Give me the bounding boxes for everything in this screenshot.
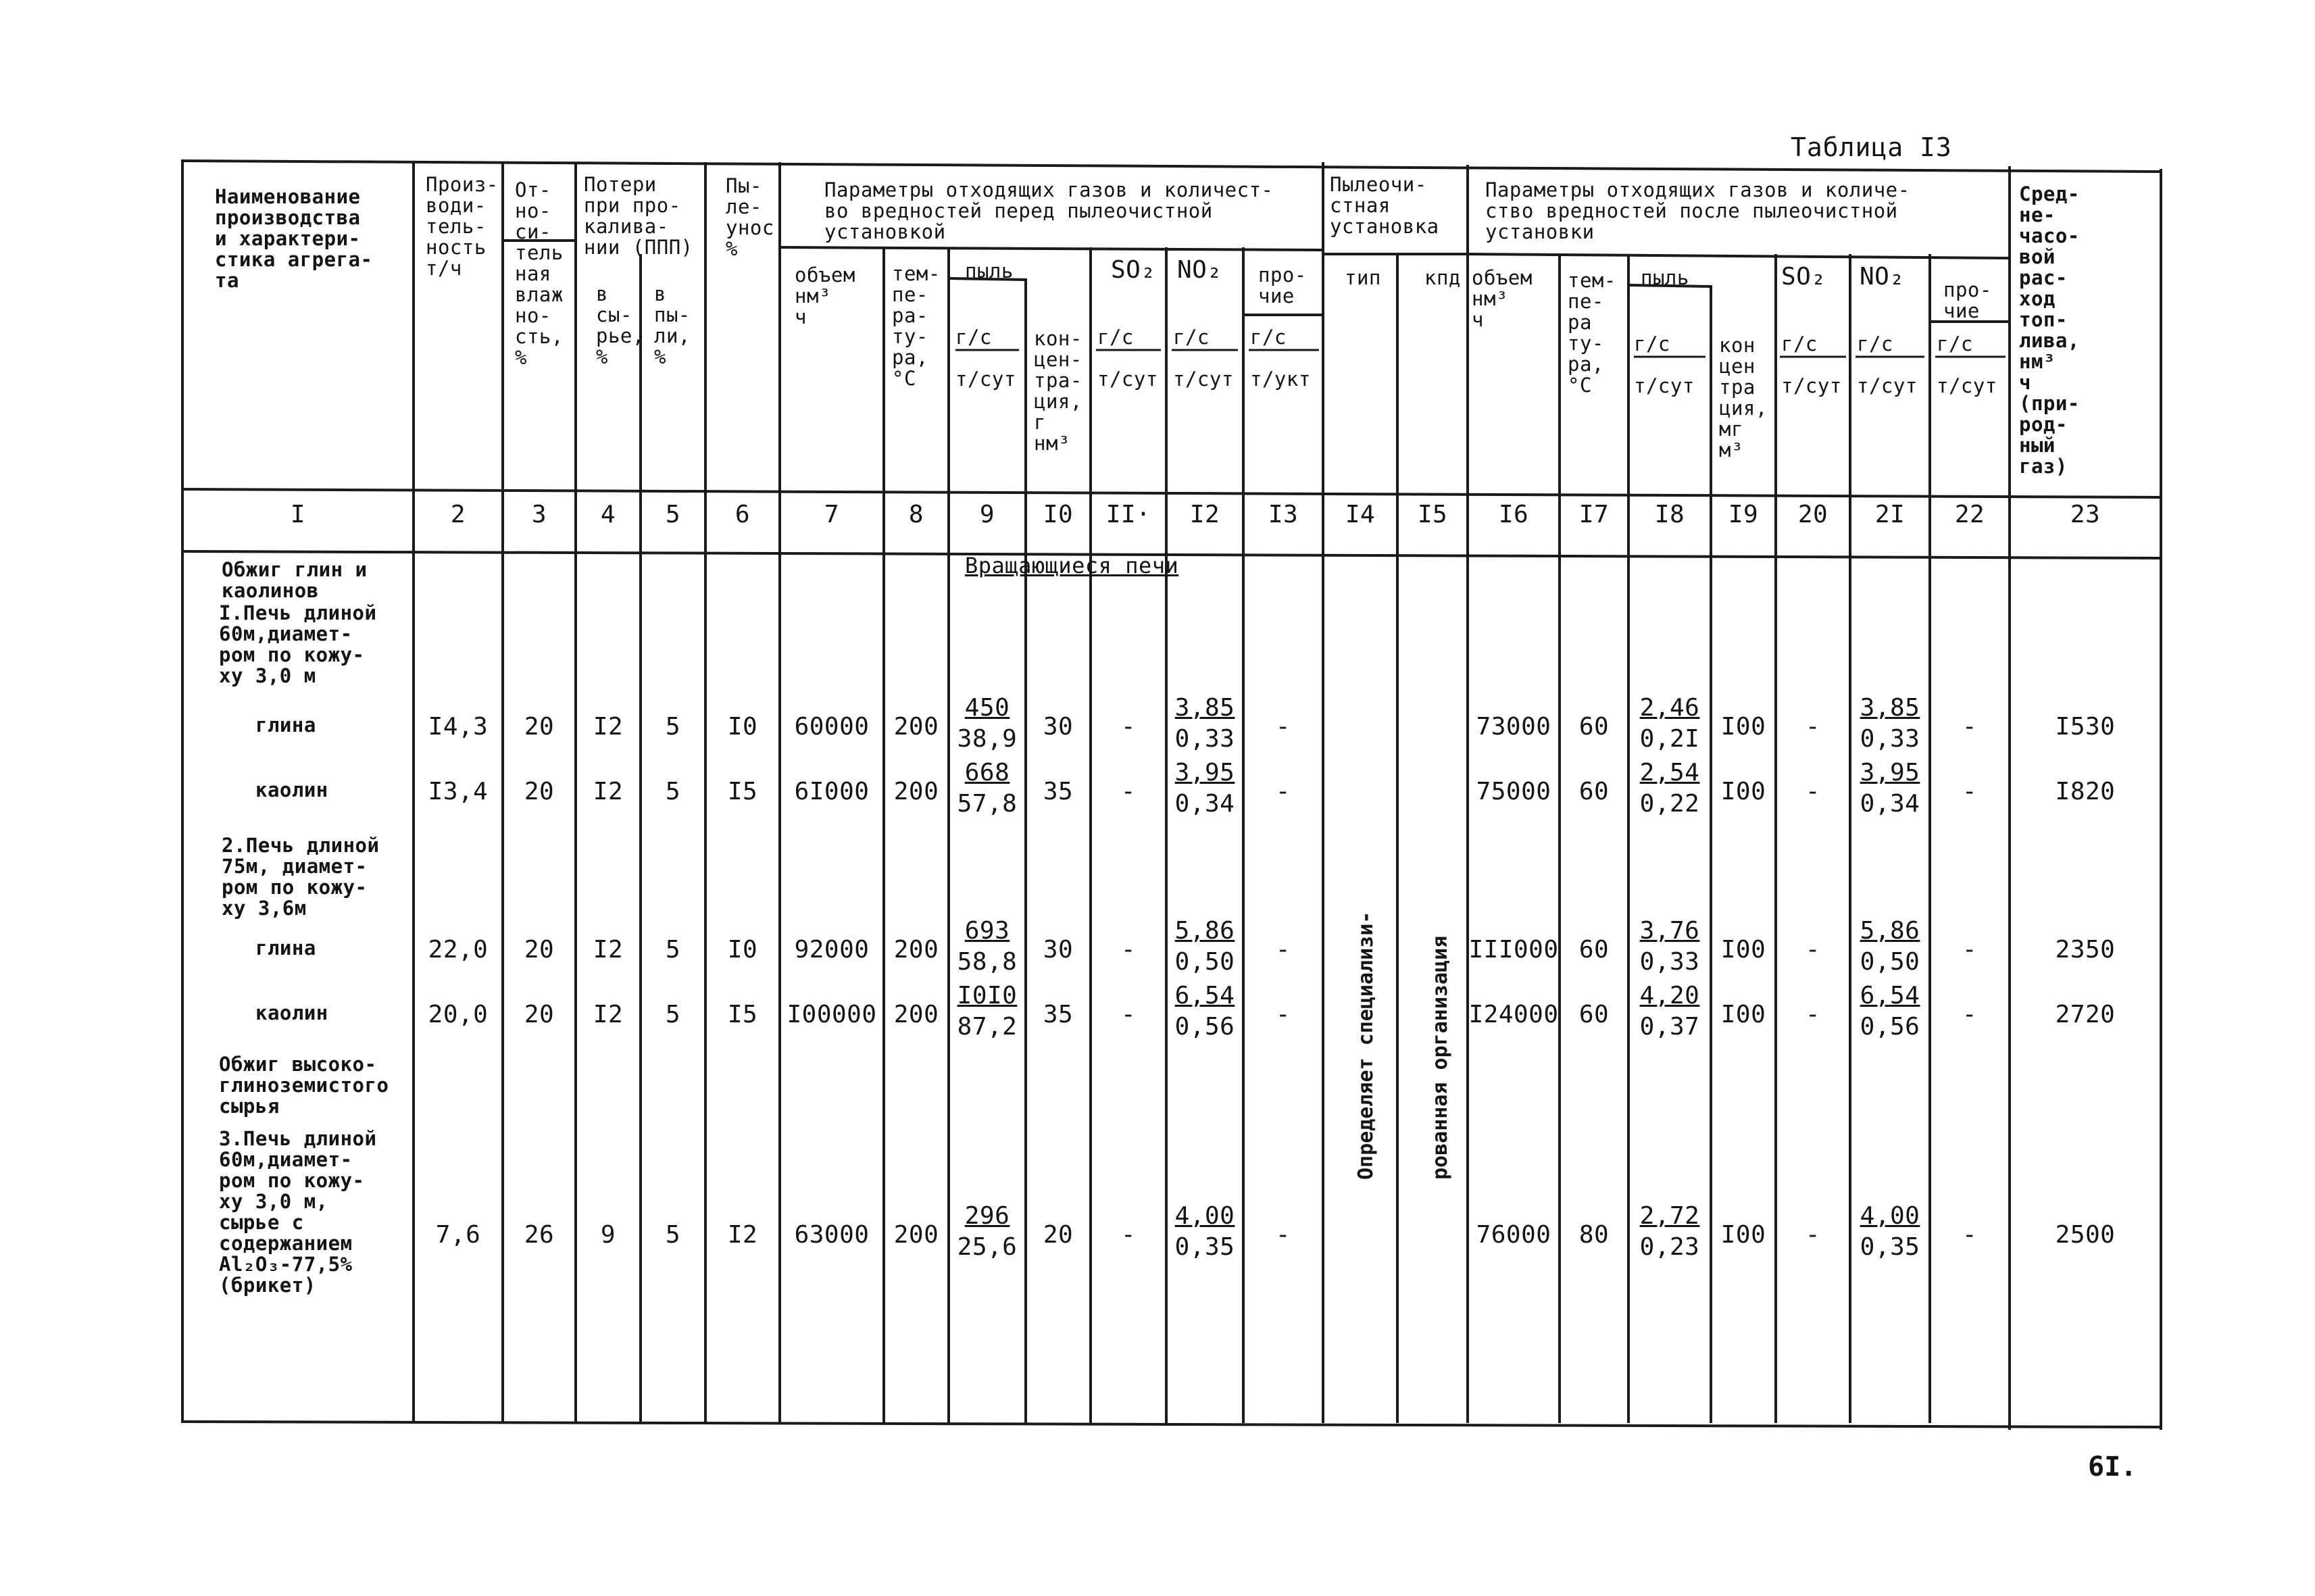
cell-c21a-numerator: 3,95: [1860, 759, 1920, 787]
cell-c10: 30: [1043, 936, 1074, 964]
cell-c16: 75000: [1476, 778, 1551, 805]
column-number: I8: [1654, 501, 1685, 528]
header-other-gs-after: г/с т/сут: [1937, 332, 1997, 397]
cell-c18b-denominator: 0,22: [1639, 790, 1700, 818]
cell-c18a-numerator: 2,72: [1639, 1202, 1700, 1230]
cell-c4: I2: [593, 1001, 624, 1028]
cell-c17: 60: [1578, 778, 1610, 805]
header-so2-gs-before: г/с т/сут: [1097, 326, 1158, 391]
column-number: I3: [1268, 501, 1299, 528]
cell-c13: -: [1275, 713, 1291, 741]
header-other-after: про- чие: [1943, 278, 1992, 322]
cell-c10: 20: [1043, 1221, 1074, 1249]
cell-c2: I4,3: [428, 713, 489, 741]
page-number: 6I.: [2088, 1451, 2137, 1482]
cell-c9b-denominator: 25,6: [957, 1233, 1018, 1261]
row-material: глина: [255, 714, 316, 737]
column-number: 22: [1954, 501, 1985, 528]
emissions-table: [181, 159, 2162, 1430]
column-number: I5: [1417, 501, 1448, 528]
cell-c5: 5: [665, 1001, 681, 1028]
cell-c5: 5: [665, 936, 681, 964]
cell-c2: I3,4: [428, 778, 489, 805]
cell-c9a-numerator: 668: [964, 759, 1010, 787]
header-dust-after: пыль: [1641, 266, 1689, 289]
header-loss-raw: в сы- рье, %: [596, 282, 645, 368]
cell-c9a-numerator: 450: [964, 694, 1010, 722]
cell-c3: 20: [524, 1001, 555, 1028]
header-no2-before: NO₂: [1177, 256, 1222, 284]
cell-c16: I24000: [1468, 1001, 1559, 1028]
header-name: Наименование производства и характери- стика агрега- та: [215, 185, 373, 292]
cell-c11: -: [1120, 1221, 1137, 1249]
cleaner-eff-note: рованная организация: [1428, 935, 1452, 1180]
cell-c21b-denominator: 0,50: [1860, 948, 1920, 976]
header-cleaner-group: Пылеочи- стная установка: [1330, 173, 1439, 238]
column-number: 6: [735, 501, 751, 528]
column-number: I0: [1043, 501, 1074, 528]
cell-c23: 2720: [2055, 1001, 2116, 1028]
cell-c11: -: [1120, 778, 1137, 805]
cell-c3: 20: [524, 713, 555, 741]
cell-c22: -: [1962, 1221, 1978, 1249]
cell-c7: 92000: [794, 936, 870, 964]
cell-c7: 63000: [794, 1221, 870, 1249]
cell-c16: 76000: [1476, 1221, 1551, 1249]
cell-c7: I00000: [787, 1001, 877, 1028]
cell-c12a-numerator: 3,95: [1174, 759, 1235, 787]
column-number: 9: [979, 501, 995, 528]
column-number: 2: [450, 501, 466, 528]
cell-c11: -: [1120, 1001, 1137, 1028]
header-so2-before: SO₂: [1111, 256, 1156, 284]
header-loss-ignition: Потери при про- калива- нии (ППП): [584, 173, 693, 259]
cell-c4: I2: [593, 778, 624, 805]
header-cleaner-eff: кпд: [1424, 266, 1461, 289]
header-volume-before: объем нм³ ч: [795, 264, 855, 328]
section-high-alumina: Обжиг высоко- глиноземистого сырья: [219, 1053, 389, 1118]
cell-c6: I0: [727, 713, 758, 741]
header-after-group: Параметры отходящих газов и количе- ство вредностей после пылеочистной установки: [1485, 178, 1910, 243]
cell-c4: I2: [593, 936, 624, 964]
table-caption: Таблица I3: [1791, 132, 1952, 162]
header-humidity: От- но- си- тель ная влаж но- сть, %: [515, 178, 564, 369]
cell-c16: III000: [1468, 936, 1559, 964]
cell-c12b-denominator: 0,33: [1174, 725, 1235, 753]
cell-c11: -: [1120, 713, 1137, 741]
column-number: I9: [1728, 501, 1759, 528]
header-no2-gs-after: г/с т/сут: [1857, 332, 1918, 397]
cell-c4: I2: [593, 713, 624, 741]
cell-c10: 35: [1043, 778, 1074, 805]
cell-c3: 26: [524, 1221, 555, 1249]
cell-c11: -: [1120, 936, 1137, 964]
header-capacity: Произ- води- тель- ность т/ч: [426, 173, 499, 280]
cell-c19: I00: [1720, 713, 1766, 741]
header-temp-before: тем- пе- ра- ту- ра, °С: [892, 262, 941, 390]
header-dust-carryover: Пы- ле- унос %: [726, 174, 774, 260]
column-number: 23: [2070, 501, 2101, 528]
cell-c17: 60: [1578, 713, 1610, 741]
cell-c17: 60: [1578, 1001, 1610, 1028]
column-number: 2I: [1874, 501, 1906, 528]
cell-c6: I5: [727, 778, 758, 805]
cell-c9a-numerator: 296: [964, 1202, 1010, 1230]
cell-c19: I00: [1720, 936, 1766, 964]
row-material: каолин: [255, 778, 328, 801]
cell-c13: -: [1275, 778, 1291, 805]
header-no2-gs-before: г/с т/сут: [1173, 326, 1234, 391]
column-number: II·: [1105, 501, 1151, 528]
header-dust-gs-before: г/с т/сут: [955, 326, 1016, 391]
cell-c6: I2: [727, 1221, 758, 1249]
column-number: 8: [908, 501, 924, 528]
section-clay-kaolin: Обжиг глин и каолинов: [222, 558, 368, 602]
header-dust-conc-before: кон- цен- тра- ция, г нм³: [1034, 327, 1082, 455]
cell-c20: -: [1805, 778, 1821, 805]
cell-c12b-denominator: 0,35: [1174, 1233, 1235, 1261]
header-before-group: Параметры отходящих газов и количест- во вредностей перед пылеочистной установкой: [824, 178, 1274, 243]
cell-c18b-denominator: 0,23: [1639, 1233, 1700, 1261]
header-temp-after: тем- пе- ра ту- ра, °С: [1568, 269, 1616, 397]
column-number: I: [290, 501, 306, 528]
cell-c6: I5: [727, 1001, 758, 1028]
header-so2-gs-after: г/с т/сут: [1781, 332, 1842, 397]
cell-c3: 20: [524, 778, 555, 805]
cell-c21a-numerator: 3,85: [1860, 694, 1920, 722]
cell-c9b-denominator: 38,9: [957, 725, 1018, 753]
cell-c21b-denominator: 0,34: [1860, 790, 1920, 818]
cell-c21b-denominator: 0,56: [1860, 1013, 1920, 1041]
cell-c16: 73000: [1476, 713, 1551, 741]
column-number: I6: [1498, 501, 1529, 528]
column-number: 5: [665, 501, 681, 528]
header-dust-gs-after: г/с т/сут: [1634, 332, 1695, 397]
cell-c6: I0: [727, 936, 758, 964]
cell-c21a-numerator: 5,86: [1860, 917, 1920, 945]
cell-c5: 5: [665, 713, 681, 741]
cell-c12a-numerator: 5,86: [1174, 917, 1235, 945]
header-dust-before: пыль: [965, 259, 1014, 282]
cell-c19: I00: [1720, 778, 1766, 805]
cell-c23: 2350: [2055, 936, 2116, 964]
header-no2-after: NO₂: [1860, 263, 1905, 291]
cell-c8: 200: [893, 936, 939, 964]
header-cleaner-type: тип: [1345, 266, 1381, 289]
cell-c9a-numerator: 693: [964, 917, 1010, 945]
cell-c7: 6I000: [794, 778, 870, 805]
cell-c5: 5: [665, 778, 681, 805]
cell-c23: I820: [2055, 778, 2116, 805]
cell-c23: I530: [2055, 713, 2116, 741]
section-rotary-kilns: Вращающиеся печи: [965, 553, 1179, 578]
cell-c20: -: [1805, 713, 1821, 741]
cell-c12a-numerator: 6,54: [1174, 982, 1235, 1009]
cell-c20: -: [1805, 1001, 1821, 1028]
cell-c19: I00: [1720, 1221, 1766, 1249]
cell-c17: 60: [1578, 936, 1610, 964]
cell-c7: 60000: [794, 713, 870, 741]
cell-c12a-numerator: 4,00: [1174, 1202, 1235, 1230]
cell-c21b-denominator: 0,35: [1860, 1233, 1920, 1261]
cell-c10: 35: [1043, 1001, 1074, 1028]
cell-c2: 22,0: [428, 936, 489, 964]
cell-c22: -: [1962, 778, 1978, 805]
header-other-before: про- чие: [1258, 264, 1307, 307]
cell-c18a-numerator: 3,76: [1639, 917, 1700, 945]
unit-kiln-2: 2.Печь длиной 75м, диамет- ром по кожу- ху 3,6м: [222, 834, 380, 920]
cell-c21a-numerator: 6,54: [1860, 982, 1920, 1009]
cell-c22: -: [1962, 1001, 1978, 1028]
cell-c17: 80: [1578, 1221, 1610, 1249]
header-fuel-consumption: Сред- не- часо- вой рас- ход топ- лива, нм³ ч (при- род- ный газ): [2019, 182, 2080, 478]
cell-c18b-denominator: 0,2I: [1639, 725, 1700, 753]
cell-c2: 20,0: [428, 1001, 489, 1028]
cell-c9b-denominator: 58,8: [957, 948, 1018, 976]
cell-c13: -: [1275, 1221, 1291, 1249]
header-volume-after: объем нм³ ч: [1472, 266, 1533, 331]
cell-c23: 2500: [2055, 1221, 2116, 1249]
cell-c21a-numerator: 4,00: [1860, 1202, 1920, 1230]
row-material: каолин: [255, 1001, 328, 1024]
column-number: 20: [1797, 501, 1828, 528]
cell-c22: -: [1962, 713, 1978, 741]
cell-c13: -: [1275, 936, 1291, 964]
cell-c5: 5: [665, 1221, 681, 1249]
cell-c22: -: [1962, 936, 1978, 964]
column-number: I2: [1189, 501, 1220, 528]
unit-kiln-1: I.Печь длиной 60м,диамет- ром по кожу- ху 3,0 м: [219, 601, 377, 687]
cell-c9b-denominator: 87,2: [957, 1013, 1018, 1041]
cell-c9b-denominator: 57,8: [957, 790, 1018, 818]
cell-c12b-denominator: 0,34: [1174, 790, 1235, 818]
cell-c12a-numerator: 3,85: [1174, 694, 1235, 722]
cleaner-type-note: Определяет специализи-: [1354, 911, 1378, 1180]
cell-c8: 200: [893, 713, 939, 741]
cell-c2: 7,6: [435, 1221, 481, 1249]
cell-c8: 200: [893, 778, 939, 805]
header-so2-after: SO₂: [1781, 263, 1826, 291]
cell-c12b-denominator: 0,56: [1174, 1013, 1235, 1041]
cell-c18b-denominator: 0,33: [1639, 948, 1700, 976]
cell-c8: 200: [893, 1221, 939, 1249]
cell-c10: 30: [1043, 713, 1074, 741]
cell-c3: 20: [524, 936, 555, 964]
cell-c4: 9: [600, 1221, 616, 1249]
cell-c20: -: [1805, 1221, 1821, 1249]
column-number: 4: [600, 501, 616, 528]
cell-c19: I00: [1720, 1001, 1766, 1028]
column-number: I4: [1345, 501, 1376, 528]
cell-c8: 200: [893, 1001, 939, 1028]
cell-c18b-denominator: 0,37: [1639, 1013, 1700, 1041]
cell-c12b-denominator: 0,50: [1174, 948, 1235, 976]
cell-c21b-denominator: 0,33: [1860, 725, 1920, 753]
column-number: 7: [824, 501, 840, 528]
cell-c13: -: [1275, 1001, 1291, 1028]
cell-c18a-numerator: 2,46: [1639, 694, 1700, 722]
cell-c20: -: [1805, 936, 1821, 964]
cell-c9a-numerator: I0I0: [957, 982, 1018, 1009]
header-dust-conc-after: кон цен тра ция, мг м³: [1719, 334, 1768, 462]
unit-kiln-3: 3.Печь длиной 60м,диамет- ром по кожу- ху 3,0 м, сырье с содержанием Al₂O₃-77,5% (брикет): [219, 1127, 377, 1297]
header-loss-dust: в пы- ли, %: [654, 282, 691, 368]
column-number: 3: [531, 501, 547, 528]
row-material: глина: [255, 937, 316, 959]
cell-c18a-numerator: 2,54: [1639, 759, 1700, 787]
column-number: I7: [1578, 501, 1610, 528]
cell-c18a-numerator: 4,20: [1639, 982, 1700, 1009]
header-other-gs-before: г/с т/укт: [1250, 326, 1311, 391]
